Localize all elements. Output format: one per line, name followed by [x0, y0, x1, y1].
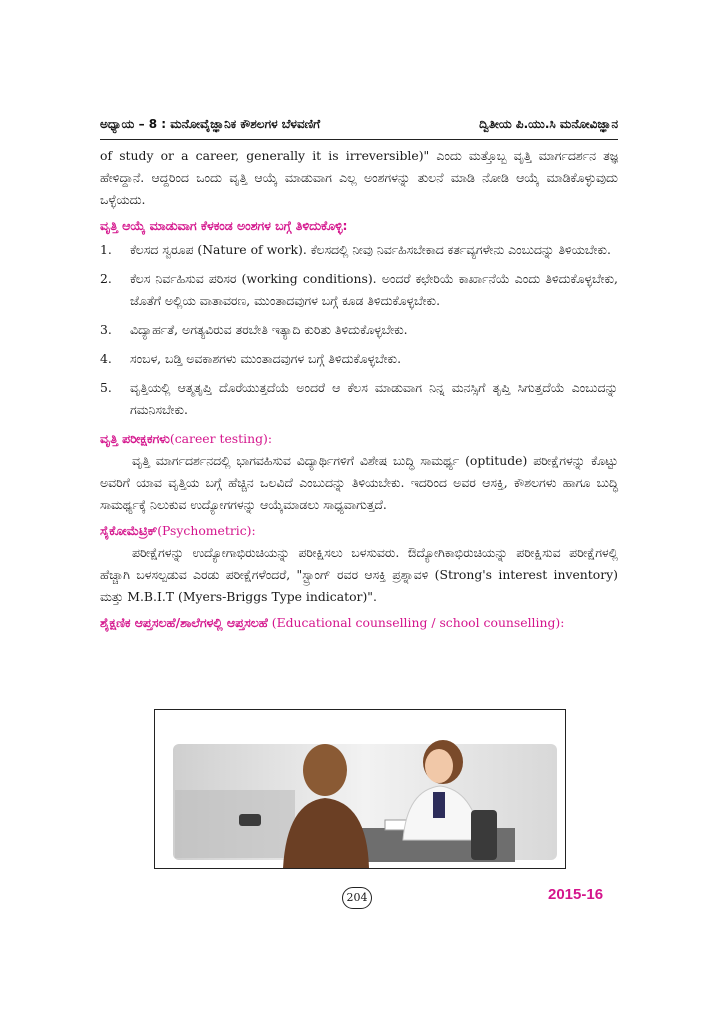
career-factors-list — [100, 239, 618, 421]
intro-paragraph: of study or a career, generally it is irreversible)" ಎಂದು ಮತ್ತೊಬ್ಬ ವೃತ್ತಿ ಮಾರ್ಗದರ್ಶನ ತಜ್ಞ ಹೇಳಿದ್ದಾನೆ. ಆದ್ದರಿಂದ ಒಂದು ವೃತ್ತಿ ಆಯ್ಕೆ ಮಾಡುವಾಗ ಎಲ್ಲ ಅಂಶಗಳನ್ನು ತುಲನೆ ಮಾಡಿ ನೋಡಿ ಆಯ್ಕೆ ಮಾಡಿಕೊಳ್ಳುವುದು ಒಳ್ಳೆಯದು. — [100, 148, 618, 207]
section-heading-educational-counselling: ಶೈಕ್ಷಣಿಕ ಆಪ್ತಸಲಹೆ/ಶಾಲೆಗಳಲ್ಲಿ ಆಪ್ತಸಲಹೆ (Educational counselling / school counselling): — [100, 615, 565, 630]
counsellor-shirt — [433, 792, 445, 818]
section-heading-career-testing: ವೃತ್ತಿ ಪರೀಕ್ಷಕಗಳು(career testing): — [100, 431, 273, 446]
list-item: 4. ಸಂಬಳ, ಬಡ್ತಿ ಅವಕಾಶಗಳು ಮುಂತಾದವುಗಳ ಬಗ್ಗೆ ತಿಳಿದುಕೊಳ್ಳಬೇಕು. — [100, 351, 402, 366]
edition-year: 2015-16 — [548, 886, 604, 903]
header-course: ದ್ವಿತೀಯ ಪಿ.ಯು.ಸಿ ಮನೋವಿಜ್ಞಾನ — [479, 117, 618, 131]
counselling-photo — [154, 709, 566, 869]
header-chapter: ಅಧ್ಯಾಯ – 8 : ಮನೋವೈಜ್ಞಾನಿಕ ಕೌಶಲಗಳ ಬೆಳವಣಿಗೆ — [100, 117, 321, 131]
page-number: 204 — [342, 887, 372, 909]
career-testing-paragraph: ವೃತ್ತಿ ಮಾರ್ಗದರ್ಶನದಲ್ಲಿ ಭಾಗವಹಿಸುವ ವಿದ್ಯಾರ್ಥಿಗಳಿಗೆ ವಿಶೇಷ ಬುದ್ಧಿ ಸಾಮರ್ಥ್ಯ (optitude) ಪರೀಕ್ಷೆಗಳನ್ನು ಕೊಟ್ಟು ಅವರಿಗೆ ಯಾವ ವೃತ್ತಿಯ ಬಗ್ಗೆ ಹೆಚ್ಚಿನ ಒಲವಿದೆ ಎಂಬುದನ್ನು ತಿಳಿಯಬೇಕು. ಇದರಿಂದ ಅವರ ಆಸಕ್ತಿ, ಕೌಶಲಗಳು ಹಾಗೂ ಬುದ್ಧಿ ಸಾಮರ್ಥ್ಯಕ್ಕೆ ನಿಲುಕುವ ಉದ್ಯೋಗಗಳನ್ನು ಆಯ್ಕೆಮಾಡಲು ಸಾಧ್ಯವಾಗುತ್ತದೆ. — [100, 453, 618, 512]
list-item: 5. ವೃತ್ತಿಯಲ್ಲಿ ಆತ್ಮತೃಪ್ತಿ ದೊರೆಯುತ್ತದೆಯೆ ಅಂದರೆ ಆ ಕೆಲಸ ಮಾಡುವಾಗ ನಿನ್ನ ಮನಸ್ಸಿಗೆ ತೃಪ್ತಿ ಸಿಗುತ್ತದೆಯೆ ಎಂಬುದನ್ನು ಗಮನಿಸಬೇಕು. — [100, 380, 618, 417]
list-item: 1. ಕೆಲಸದ ಸ್ವರೂಪ (Nature of work). ಕೆಲಸದಲ್ಲಿ ನೀವು ನಿರ್ವಹಿಸಬೇಕಾದ ಕರ್ತವ್ಯಗಳೇನು ಎಂಬುದನ್ನು ತಿಳಿಯಬೇಕು. — [100, 242, 611, 257]
header-rule — [100, 139, 618, 140]
section-heading-career-choice: ವೃತ್ತಿ ಆಯ್ಕೆ ಮಾಡುವಾಗ ಕೆಳಕಂಡ ಅಂಶಗಳ ಬಗ್ಗೆ ತಿಳಿದುಕೊಳ್ಳಿ: — [100, 218, 348, 233]
running-header — [100, 117, 618, 132]
counselling-illustration — [155, 710, 565, 868]
window-shade — [175, 790, 295, 858]
page-content — [100, 145, 618, 634]
section-heading-psychometric: ಸೈಕೋಮೆಟ್ರಿಕ್(Psychometric): — [100, 523, 256, 538]
counsellor-face — [425, 749, 453, 783]
telephone — [239, 814, 261, 826]
student-hair — [303, 744, 347, 796]
psychometric-paragraph: ಪರೀಕ್ಷೆಗಳನ್ನು ಉದ್ಯೋಗಾಭಿರುಚಿಯನ್ನು ಪರೀಕ್ಷಿಸಲು ಬಳಸುವರು. ಔದ್ಯೋಗಿಕಾಭಿರುಚಿಯನ್ನು ಪರೀಕ್ಷಿಸುವ ಪರೀಕ್ಷೆಗಳಲ್ಲಿ ಹೆಚ್ಚಾಗಿ ಬಳಸಲ್ಪಡುವ ಎರಡು ಪರೀಕ್ಷೆಗಳೆಂದರೆ, "ಸ್ಟ್ರಾಂಗ್ ರವರ ಆಸಕ್ತಿ ಪ್ರಶ್ನಾವಳಿ (Strong's interest inventory) ಮತ್ತು M.B.I.T (Myers-Briggs Type indicator)". — [100, 545, 618, 604]
list-item: 3. ವಿದ್ಯಾರ್ಹತೆ, ಅಗತ್ಯವಿರುವ ತರಬೇತಿ ಇತ್ಯಾದಿ ಕುರಿತು ತಿಳಿದುಕೊಳ್ಳಬೇಕು. — [100, 322, 408, 337]
chair — [471, 810, 497, 860]
list-item: 2. ಕೆಲಸ ನಿರ್ವಹಿಸುವ ಪರಿಸರ (working conditions). ಅಂದರೆ ಕಛೇರಿಯೆ ಕಾರ್ಖಾನೆಯೆ ಎಂದು ತಿಳಿದುಕೊಳ್ಳಬೇಕು, ಜೊತೆಗೆ ಅಲ್ಲಿಯ ವಾತಾವರಣ, ಮುಂತಾದವುಗಳ ಬಗ್ಗೆ ಕೂಡ ತಿಳಿದುಕೊಳ್ಳಬೇಕು. — [100, 271, 618, 308]
